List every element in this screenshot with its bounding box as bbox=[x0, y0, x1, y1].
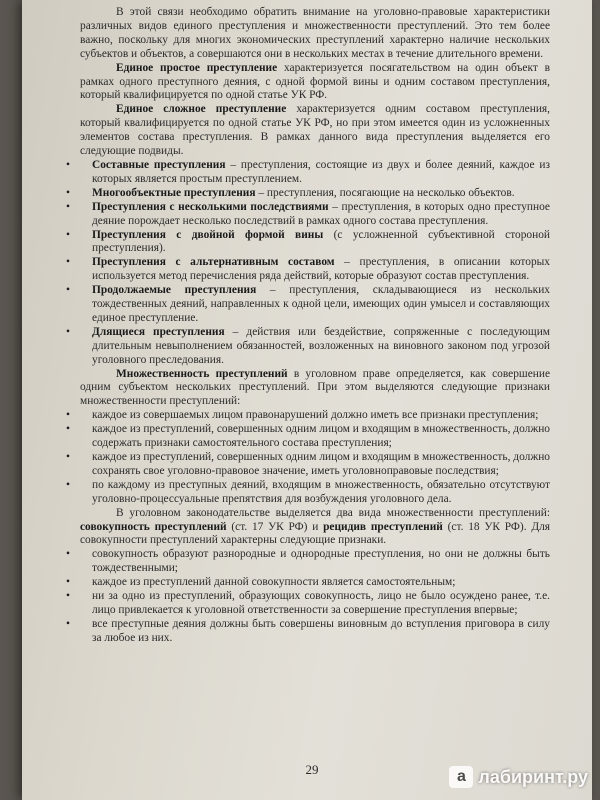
list-item: • Преступления с несколькими последствиями – преступления, в которых одно преступное деяние порождает несколько последствий в рамках одного состава преступления. bbox=[80, 201, 550, 229]
list-item: • все преступные деяния должны быть совершены виновным до вступления приговора в силу за любое из них. bbox=[80, 618, 550, 646]
page-text bbox=[80, 6, 550, 646]
simple-crime-term: Единое простое преступление bbox=[116, 61, 278, 74]
list-item: • Преступления с альтернативным составом – преступления, в описании которых используется метод перечисления ряда действий, которые образуют состав преступления. bbox=[80, 256, 550, 284]
list-item: • каждое из преступлений, совершенных одним лицом и входящим в множественность, должно сохранять свое уголовно-правовое значение, иметь уголовноправовые последствия; bbox=[80, 451, 550, 479]
list-item: • каждое из совершаемых лицом правонарушений должно иметь все признаки преступления; bbox=[80, 409, 550, 423]
list-item: • каждое из преступлений, совершенных одним лицом и входящим в множественность, должно содержать признаки самостоятельного состава преступления; bbox=[80, 423, 550, 451]
list-item: • по каждому из преступных деяний, входящим в множественность, обязательно отсутствуют уголовно-процессуальные препятствия для возбуждения уголовного дела. bbox=[80, 479, 550, 507]
watermark-logo bbox=[449, 764, 588, 790]
list-item: • Составные преступления – преступления, состоящие из двух и более деяний, каждое из которых является простым преступлением. bbox=[80, 159, 550, 187]
plurality-paragraph: Множественность преступлений в уголовном праве определяется, как совершение одним субъектом нескольких преступлений. При этом выделяются следующие признаки множественности преступлений: bbox=[80, 367, 550, 408]
kinds-paragraph: В уголовном законодательстве выделяется два вида множественности преступлений: совокупность преступлений (ст. 17 УК РФ) и рецидив преступлений (ст. 18 УК РФ). Для совокупности преступлений характерны следующие признаки. bbox=[80, 506, 551, 547]
complex-crime-paragraph: Единое сложное преступление характеризуется одним составом преступления, который квалифицируется по одной статье УК РФ, но при этом имеется один из усложненных элементов состава преступления. В рамках данного вида преступления выделяется его следующие подвиды. bbox=[80, 103, 551, 158]
subtypes-list bbox=[80, 159, 550, 368]
book-page bbox=[22, 0, 592, 800]
labirint-icon: а bbox=[449, 766, 473, 788]
list-item: • ни за одно из преступлений, образующих совокупность, лицо не было осуждено ранее, т.е. лицо привлекается к уголовной ответственности за совершение преступления впервые; bbox=[80, 590, 550, 618]
list-item: • Преступления с двойной формой вины (с усложненной субъективной стороной преступления). bbox=[80, 229, 550, 257]
intro-paragraph: В этой связи необходимо обратить внимание на уголовно-правовые характеристики различных видов единого преступления и множественности преступлений. Это тем более важно, поскольку для многих экономических преступлений характерно наличие нескольких субъектов и объектов, а совершаются они в нескольких местах в течение длительного времени. bbox=[80, 6, 550, 60]
watermark-text: лабиринт.ру bbox=[478, 766, 588, 787]
page-number: 29 bbox=[305, 762, 319, 777]
list-item: • каждое из преступлений данной совокупности является самостоятельным; bbox=[80, 576, 550, 590]
list-item: • Длящиеся преступления – действия или бездействие, сопряженные с последующим длительным невыполнением обязанностей, возложенных на виновного законом под угрозой уголовного преследования. bbox=[80, 326, 550, 368]
plurality-signs-list bbox=[80, 409, 550, 506]
aggregate-signs-list bbox=[80, 548, 550, 645]
list-item: • Продолжаемые преступления – преступления, складывающиеся из нескольких тождественных деяний, направленных к одной цели, имеющих один умысел и составляющих единое преступление. bbox=[80, 284, 550, 326]
complex-crime-term: Единое сложное преступление bbox=[116, 103, 287, 116]
list-item: • совокупность образуют разнородные и однородные преступления, но они не должны быть тождественными; bbox=[80, 548, 550, 576]
list-item: • Многообъектные преступления – преступления, посягающие на несколько объектов. bbox=[80, 187, 550, 201]
simple-crime-paragraph: Единое простое преступление характеризуется посягательством на один объект в рамках одного преступного деяния, с одной формой вины и одним составом преступления, который квалифицируется по одной статье УК РФ. bbox=[80, 61, 550, 102]
plurality-term: Множественность преступлений bbox=[116, 367, 288, 380]
